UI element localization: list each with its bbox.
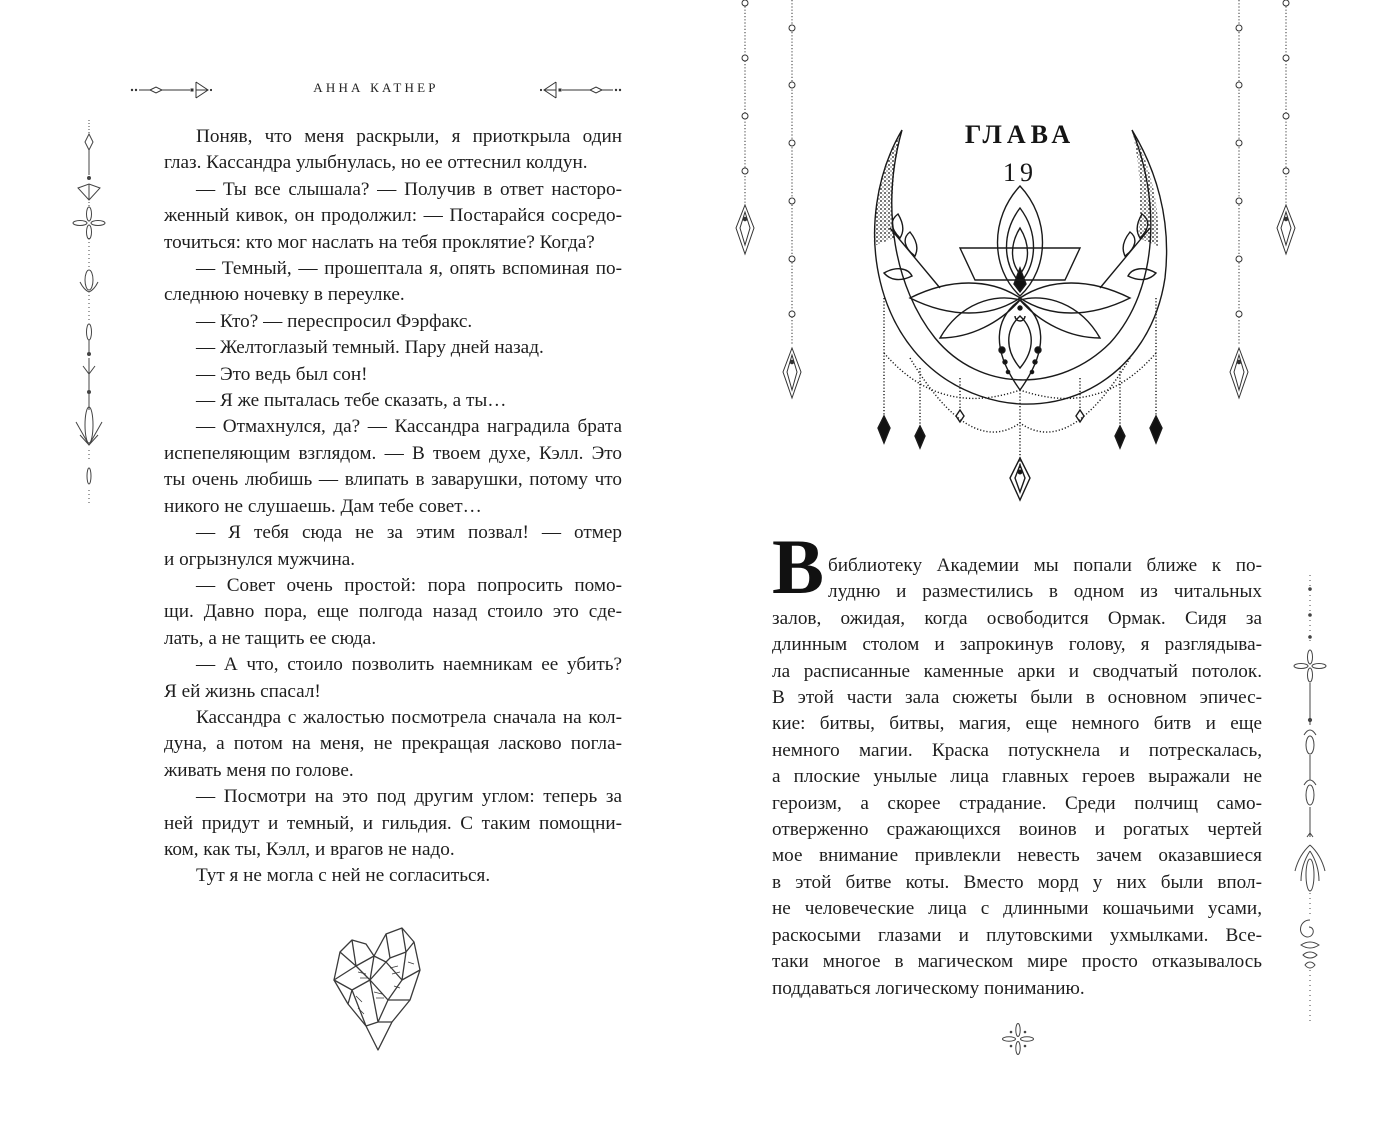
- text-line: дуна, а потом на меня, не прекращая ласково погла-: [164, 733, 622, 755]
- text-line: — Темный, — прошептала я, опять вспоминая по-: [196, 258, 622, 280]
- running-head: [130, 78, 622, 102]
- text-line: испепеляющим взглядом. — В твоем духе, Кэлл. Это: [164, 442, 622, 464]
- text-line: щи. Давно пора, еще полгода назад стоило это сде-: [164, 601, 622, 623]
- text-line: — Совет очень простой: пора попросить помо-: [196, 574, 622, 596]
- text-line: отверженно сражающихся воинов и рогатых чертей: [772, 819, 1262, 841]
- text-line: кие: битвы, битвы, магия, еще немного битв и еще: [772, 713, 1262, 735]
- crystal-heart-icon: [330, 922, 422, 1052]
- paragraph: [132, 652, 622, 705]
- text-line: библиотеку Академии мы попали ближе к по-: [828, 555, 1262, 576]
- text-line: — Желтоглазый темный. Пару дней назад.: [196, 337, 544, 359]
- text-line: раскосыми глазами и плутовскими ухмылками. Все-: [772, 924, 1262, 946]
- author-name: АННА КАТНЕР: [313, 80, 439, 95]
- text-line: живать меня по голове.: [164, 759, 354, 781]
- text-line: немного магии. Краска потускнела и потрескалась,: [772, 739, 1262, 761]
- text-line: никого не слушаешь. Дам тебе совет…: [164, 495, 482, 517]
- chapter-heading: ГЛАВА: [964, 120, 1076, 149]
- paragraph: [132, 177, 622, 256]
- text-line: женный кивок, он продолжил: — Постарайся сосредо-: [164, 205, 622, 227]
- text-line: таки многое в магическом мире просто отказывалось: [772, 951, 1262, 973]
- text-line: — Отмахнулся, да? — Кассандра наградила брата: [196, 416, 622, 438]
- text-line: длинным столом и запрокинув голову, я разглядыва-: [772, 634, 1262, 656]
- arrow-ornament-icon: [540, 78, 622, 102]
- paragraph: [132, 573, 622, 652]
- four-petal-star-icon: [1001, 1022, 1035, 1056]
- paragraph: [132, 414, 622, 520]
- text-line: в этой битве коты. Вместо морд у них были впол-: [772, 871, 1262, 893]
- text-line: Кассандра с жалостью посмотрела сначала на кол-: [196, 706, 622, 728]
- text-line: ком, как ты, Кэлл, и врагов не надо.: [164, 838, 455, 860]
- text-line: а плоские унылые лица главных героев выражали не: [772, 766, 1262, 788]
- paragraph: [132, 784, 622, 863]
- text-line: — А что, стоило позволить наемникам ее убить?: [196, 654, 622, 676]
- text-line: и огрызнулся мужчина.: [164, 548, 356, 570]
- text-line: глаз. Кассандра улыбнулась, но ее оттеснил колдун.: [164, 152, 588, 174]
- text-line: — Я тебя сюда не за этим позвал! — отмер: [196, 522, 622, 544]
- paragraph: [132, 256, 622, 309]
- text-line: ты очень любишь — влипать в заварушки, потому что: [164, 469, 622, 491]
- text-line: — Ты все слышала? — Получив в ответ насторо-: [196, 178, 622, 200]
- text-line: лудню и разместились в одном из читальных: [828, 581, 1262, 603]
- text-line: — Это ведь был сон!: [196, 363, 368, 385]
- text-line: не человеческие лица с длинными кошачьими усами,: [772, 898, 1262, 920]
- text-line: залов, ожидая, когда освободится Ормак. Сидя за: [772, 607, 1262, 629]
- left-page-body-text: [132, 124, 622, 890]
- text-line: поддаваться логическому пониманию.: [772, 977, 1085, 999]
- text-line: Я ей жизнь спасал!: [164, 680, 321, 702]
- paragraph: [132, 863, 622, 889]
- text-line: ла расписанные каменные арки и сводчатый потолок.: [772, 660, 1262, 682]
- paragraph: [132, 124, 622, 177]
- text-line: — Посмотри на это под другим углом: теперь за: [196, 786, 622, 808]
- text-line: героизм, а скорее страдание. Среди полчищ само-: [772, 792, 1262, 814]
- vertical-floral-ornament-icon: [72, 120, 106, 505]
- paragraph: [772, 553, 1262, 1002]
- paragraph: [132, 335, 622, 361]
- text-line: Тут я не могла с ней не согласиться.: [196, 865, 491, 887]
- text-line: — Я же пыталась тебе сказать, а ты…: [196, 390, 507, 412]
- vertical-floral-ornament-icon: [1293, 575, 1327, 1025]
- text-line: — Кто? — переспросил Фэрфакс.: [196, 310, 473, 332]
- paragraph: [132, 362, 622, 388]
- paragraph: [132, 520, 622, 573]
- text-line: точиться: кто мог наслать на тебя проклятие? Когда?: [164, 231, 595, 253]
- text-line: В этой части зала сюжеты были в основном эпичес-: [772, 687, 1262, 709]
- paragraph: [132, 309, 622, 335]
- hanging-pendant-chain-icon: [1225, 0, 1305, 400]
- paragraph: [132, 388, 622, 414]
- right-page-body-text: [772, 555, 1262, 1002]
- text-line: лать, а не тащить ее сюда.: [164, 627, 377, 649]
- chapter-number: 19: [1003, 158, 1037, 187]
- paragraph: [132, 705, 622, 784]
- drop-cap: В: [772, 523, 825, 610]
- text-line: мое внимание привлекли невесть зачем оказавшиеся: [772, 845, 1262, 867]
- text-line: ней придут и темный, и гильдия. С таким помощни-: [164, 812, 622, 834]
- text-line: следнюю ночевку в переулке.: [164, 284, 405, 306]
- hanging-pendant-chain-icon: [735, 0, 805, 400]
- text-line: Поняв, что меня раскрыли, я приоткрыла один: [196, 126, 622, 147]
